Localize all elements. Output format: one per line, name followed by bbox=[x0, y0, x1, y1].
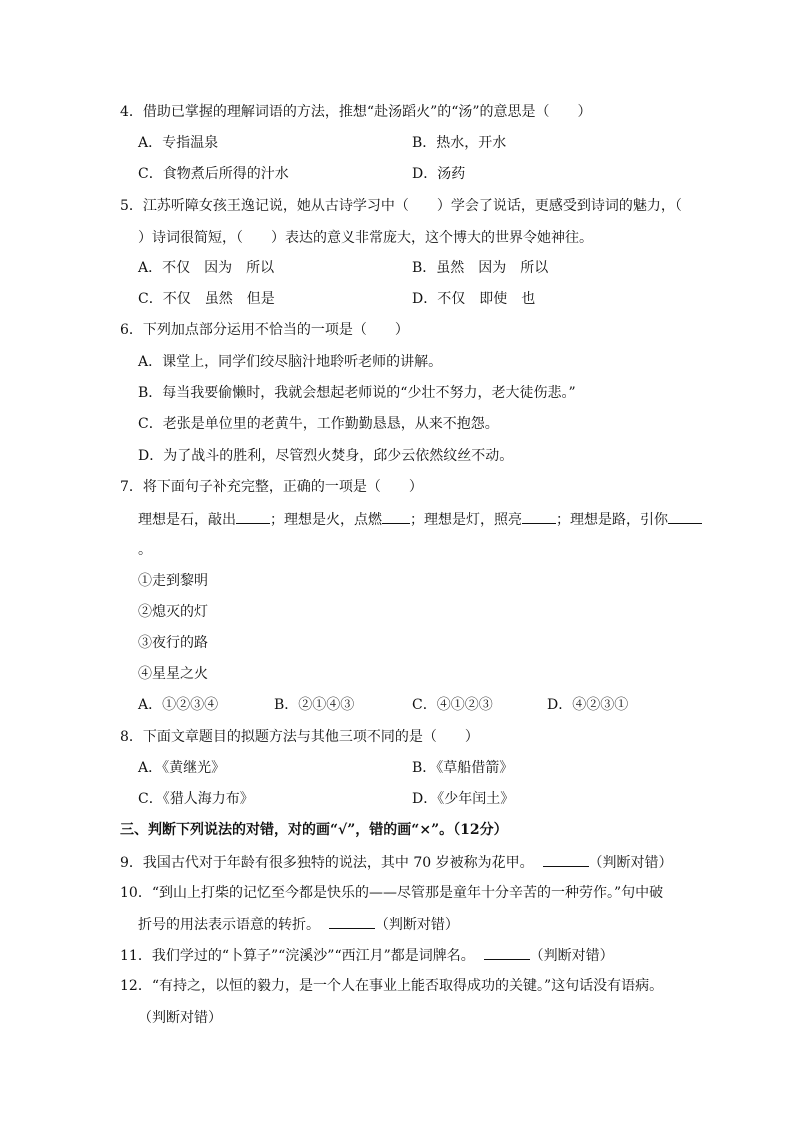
answer-blank[interactable] bbox=[484, 945, 530, 960]
question-5-stem-line1: 5．江苏听障女孩王逸记说，她从古诗学习中（ ）学会了说话，更感受到诗词的魅力，（ bbox=[120, 198, 682, 214]
question-8-option-b: B．《草船借箭》 bbox=[412, 760, 514, 776]
question-4-option-b: B．热水，开水 bbox=[412, 135, 507, 151]
question-12-tail: （判断对错） bbox=[138, 1010, 222, 1026]
answer-blank bbox=[522, 509, 556, 524]
question-9-tail: （判断对错） bbox=[588, 855, 673, 871]
question-5-stem-line2: ）诗词很简短，（ ）表达的意义非常庞大，这个博大的世界令她神往。 bbox=[138, 230, 593, 246]
question-6-option-d: D．为了战斗的胜利，尽管烈火焚身，邱少云依然纹丝不动。 bbox=[138, 448, 514, 464]
question-7-item-4: ④星星之火 bbox=[138, 666, 208, 682]
question-4-option-c: C．食物煮后所得的汁水 bbox=[138, 166, 289, 182]
question-8-option-d: D．《少年闰土》 bbox=[412, 791, 515, 807]
answer-blank bbox=[236, 509, 270, 524]
section-3-heading: 三、判断下列说法的对错，对的画“√”，错的画“×”。（12分） bbox=[120, 822, 508, 838]
question-6-option-b: B．每当我要偷懒时，我就会想起老师说的“少壮不努力，老大徒伤悲。” bbox=[138, 385, 576, 401]
question-8-option-a: A．《黄继光》 bbox=[138, 760, 226, 776]
question-10-line2 bbox=[138, 914, 459, 935]
question-7-sentence bbox=[138, 509, 702, 530]
question-7-option-d: D．④②③① bbox=[547, 697, 629, 713]
question-5-option-a: A．不仅 因为 所以 bbox=[138, 260, 275, 276]
question-9-text: 9．我国古代对于年龄有很多独特的说法，其中 70 岁被称为花甲。 bbox=[120, 855, 534, 871]
question-9 bbox=[120, 852, 673, 873]
question-7-item-2: ②熄灭的灯 bbox=[138, 604, 208, 620]
question-4-option-d: D．汤药 bbox=[412, 166, 466, 182]
question-7-part-2: ；理想是火，点燃 bbox=[270, 512, 382, 528]
question-7-part-4: ；理想是路，引你 bbox=[556, 512, 668, 528]
question-5-option-d: D．不仅 即使 也 bbox=[412, 291, 536, 307]
question-10-line1: 10．“到山上打柴的记忆至今都是快乐的——尽管那是童年十分辛苦的一种劳作。”句中破 bbox=[120, 885, 664, 901]
question-7-stem: 7．将下面句子补充完整，正确的一项是（ ） bbox=[120, 479, 423, 495]
question-7-option-c: C．④①②③ bbox=[412, 697, 493, 713]
question-10-text: 折号的用法表示语意的转折。 bbox=[138, 917, 320, 933]
question-5-option-b: B．虽然 因为 所以 bbox=[412, 260, 549, 276]
question-7-sentence-end: 。 bbox=[138, 542, 152, 558]
question-7-item-1: ①走到黎明 bbox=[138, 573, 208, 589]
question-7-part-1: 理想是石，敲出 bbox=[138, 512, 236, 528]
question-6-stem: 6．下列加点部分运用不恰当的一项是（ ） bbox=[120, 322, 409, 338]
question-7-part-3: ；理想是灯，照亮 bbox=[410, 512, 522, 528]
question-7-item-3: ③夜行的路 bbox=[138, 635, 208, 651]
answer-blank bbox=[668, 509, 702, 524]
question-7-option-b: B．②①④③ bbox=[274, 697, 355, 713]
answer-blank[interactable] bbox=[543, 852, 589, 867]
question-12-line1: 12．“有持之，以恒的毅力，是一个人在事业上能否取得成功的关键。”这句话没有语病。 bbox=[120, 978, 664, 994]
question-7-option-a: A．①②③④ bbox=[138, 697, 219, 713]
question-11-text: 11．我们学过的“卜算子”“浣溪沙”“西江月”都是词牌名。 bbox=[120, 948, 475, 964]
question-11-tail: （判断对错） bbox=[529, 948, 614, 964]
answer-blank bbox=[382, 509, 410, 524]
answer-blank[interactable] bbox=[329, 914, 375, 929]
question-8-option-c: C．《猎人海力布》 bbox=[138, 791, 254, 807]
question-6-option-a: A．课堂上，同学们绞尽脑汁地聆听老师的讲解。 bbox=[138, 354, 443, 370]
question-10-tail: （判断对错） bbox=[374, 917, 459, 933]
question-8-stem: 8．下面文章题目的拟题方法与其他三项不同的是（ ） bbox=[120, 729, 479, 745]
question-5-option-c: C．不仅 虽然 但是 bbox=[138, 291, 275, 307]
question-4-stem: 4．借助已掌握的理解词语的方法，推想“赴汤蹈火”的“汤”的意思是（ ） bbox=[120, 104, 592, 120]
question-4-option-a: A．专指温泉 bbox=[138, 135, 219, 151]
question-11 bbox=[120, 945, 614, 966]
question-6-option-c: C．老张是单位里的老黄牛，工作勤勤恳恳，从来不抱怨。 bbox=[138, 416, 499, 432]
